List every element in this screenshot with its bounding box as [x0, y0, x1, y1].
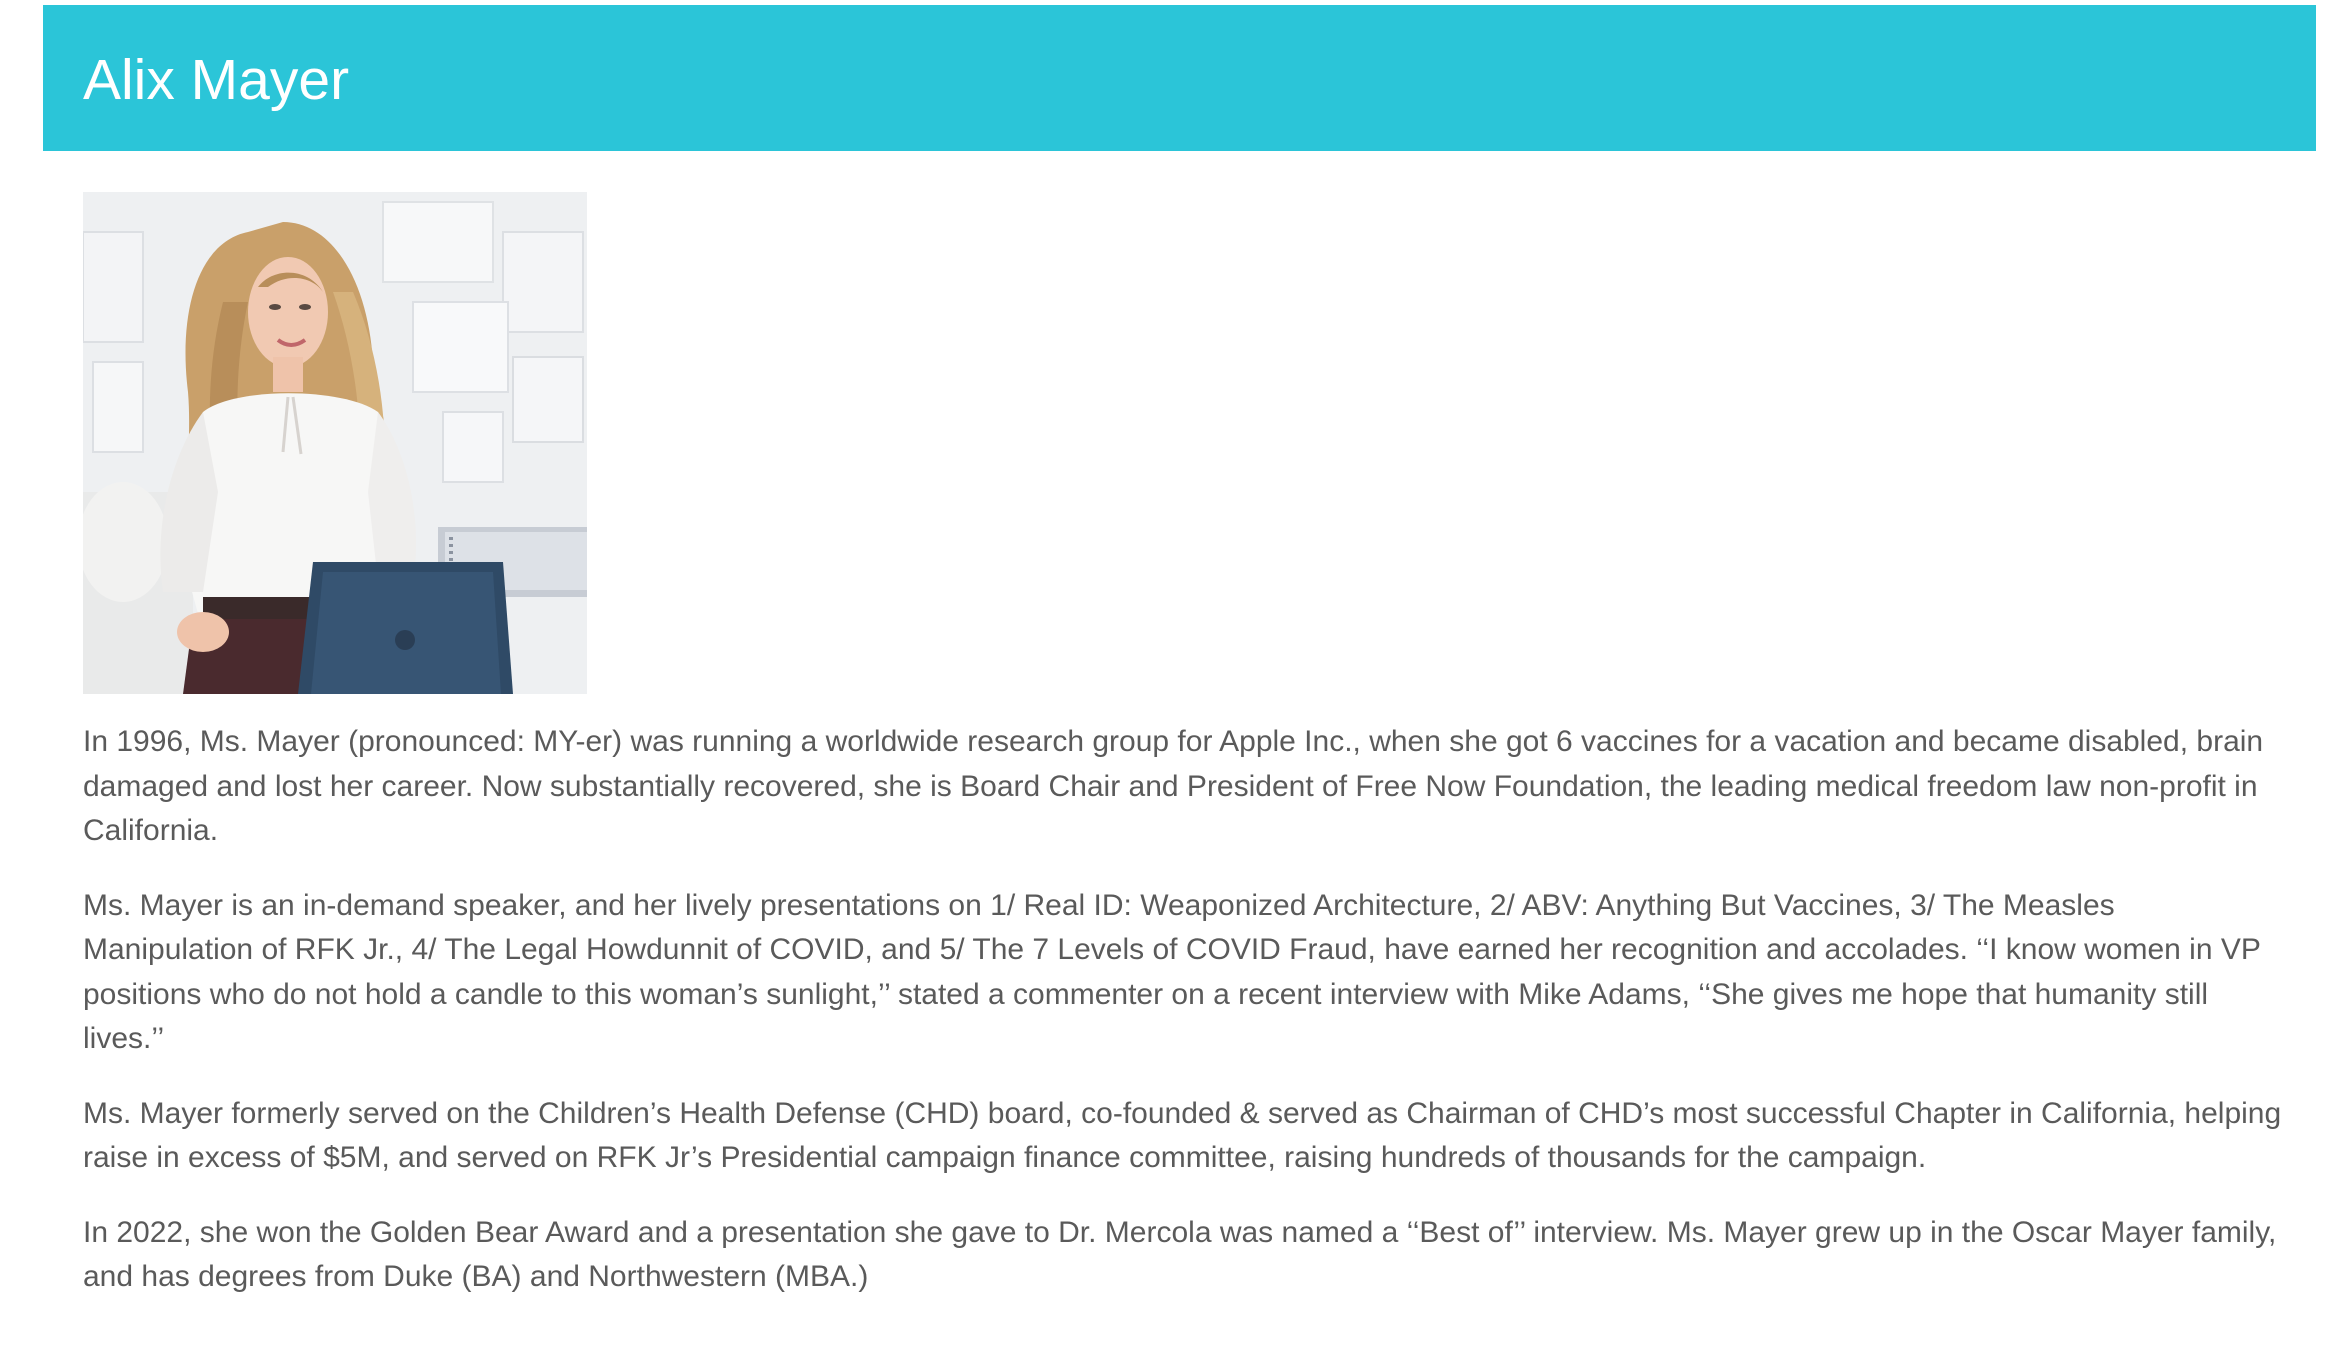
- portrait-photo: [83, 192, 587, 694]
- portrait-illustration: [83, 192, 587, 694]
- page-title: Alix Mayer: [83, 48, 350, 112]
- bio-paragraph: Ms. Mayer formerly served on the Children’s Health Defense (CHD) board, co-founded & served as Chairman of CHD’s most successful Chapter in California, helping raise in excess of $5M, and served on RFK Jr’s Presidential campaign finance committee, raising hundreds of thousands for the campaign.: [83, 1096, 2282, 1174]
- bio-paragraph: In 2022, she won the Golden Bear Award and a presentation she gave to Dr. Mercola was named a ‘‘Best of’’ interview. Ms. Mayer grew up in the Oscar Mayer family, and has degrees from Duke (BA) and Northwestern (MBA.): [83, 1215, 2277, 1293]
- bio-paragraph: Ms. Mayer is an in-demand speaker, and her lively presentations on 1/ Real ID: Weaponized Architecture, 2/ ABV: Anything But Vaccines, 3/ The Measles Manipulation of RFK Jr., 4/ The Legal Howdunnit of COVID, and 5/ The 7 Levels of COVID Fraud, have earned her recognition and accolades. ‘‘I know women in VP positions who do not hold a candle to this woman’s sunlight,’’ stated a commenter on a recent interview with Mike Adams, ‘‘She gives me hope that humanity still lives.’’: [83, 888, 2261, 1055]
- page-header: [43, 5, 2316, 151]
- bio-paragraph: In 1996, Ms. Mayer (pronounced: MY-er) was running a worldwide research group for Apple Inc., when she got 6 vaccines for a vacation and became disabled, brain damaged and lost her career. Now substantially recovered, she is Board Chair and President of Free Now Foundation, the leading medical freedom law non-profit in California.: [83, 725, 2264, 847]
- bio-section: [83, 720, 2283, 1330]
